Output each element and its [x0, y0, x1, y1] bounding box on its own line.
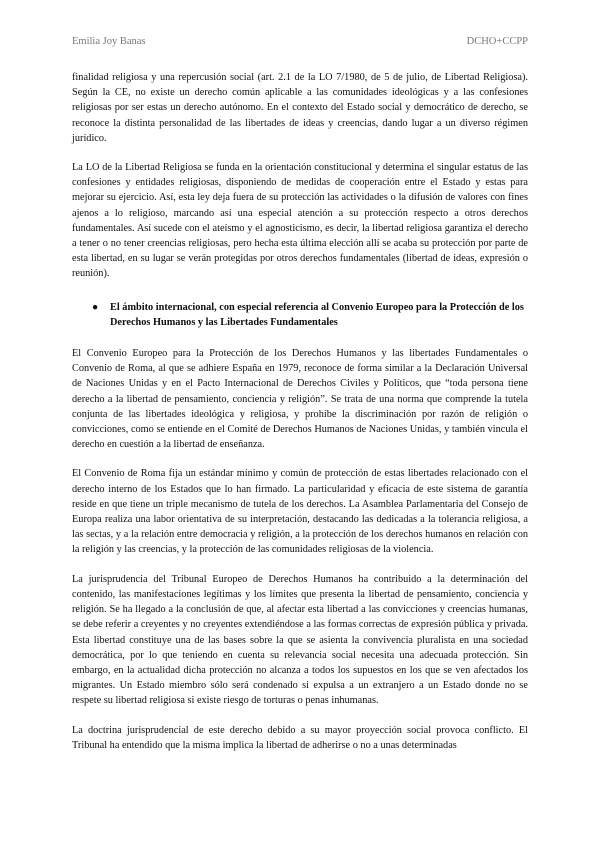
paragraph: finalidad religiosa y una repercusión social (art. 2.1 de la LO 7/1980, de 5 de julio, de Libertad Religiosa). Según la CE, no existe un derecho común aplicable a las comunidades ideológicas y a las confesiones religiosas por ser estas un derecho autónomo. En el contexto del Estado social y democrático de derecho, se reconoce la distinta personalidad de las libertades de ideas y creencias, dando lugar a un diverso régimen jurídico. — [72, 72, 528, 144]
section-heading-text: El ámbito internacional, con especial referencia al Convenio Europeo para la Protección de los Derechos Humanos y las Libertades Fundamentales — [110, 301, 524, 328]
bullet-icon: ● — [92, 301, 99, 313]
author-name: Emilia Joy Banas — [72, 36, 146, 47]
paragraph: La jurisprudencia del Tribunal Europeo de Derechos Humanos ha contribuido a la determinación del contenido, las manifestaciones legítimas y los límites que presenta la libertad de pensamiento, conciencia y religión. Se ha llegado a la conclusión de que, al afectar esta libertad a las convicciones y creencias humanas, se debe referir a creyentes y no creyentes extendiéndose a las formas correctas de expresión pública y privada. Esta libertad constituye una de las bases sobre la que se asienta la convivencia pluralista en una sociedad democrática, por lo que teniendo en cuenta su relevancia social necesita una adecuada protección. Sin embargo, en la actualidad dicha protección no alcanza a todos los supuestos en los que se ven afectados los migrantes. Un Estado miembro sólo será condenado si expulsa a un extranjero a un Estado donde no se respete su libertad religiosa si existe riesgo de torturas o penas inhumanas. — [72, 573, 528, 707]
paragraph: La LO de la Libertad Religiosa se funda en la orientación constitucional y determina el singular estatus de las confesiones y entidades religiosas, disponiendo de medidas de cooperación entre el Estado y estas para mejorar su ejercicio. Así, esta ley deja fuera de su protección las actividades o la difusión de valores con fines ajenos a lo religioso, marcando así una especial atención a su protección respecto a otros derechos fundamentales. Así sucede con el ateísmo y el agnosticismo, es decir, la libertad religiosa garantiza el derecho a tener o no tener creencias religiosas, pero hecha esta última elección allí se acaba su protección por parte de esta libertad, en su lugar se verán protegidas por otros derechos fundamentales (libertad de ideas, expresión o reunión). — [72, 162, 528, 280]
page-header — [72, 36, 528, 47]
section-heading — [72, 300, 528, 330]
course-code: DCHO+CCPP — [466, 36, 528, 47]
paragraph: El Convenio de Roma fija un estándar mínimo y común de protección de estas libertades relacionado con el derecho interno de los Estados que lo han firmado. La particularidad y eficacia de este sistema de garantía reside en que tiene un triple mecanismo de tutela de los derechos. La Asamblea Parlamentaria del Consejo de Europa realiza una labor orientativa de su interpretación, destacando las dedicadas a la tolerancia religiosa, a las sectas, y a la relación entre democracia y religión, a la protección de los derechos humanos en relación con la religión y las creencias, y la protección de las comunidades religiosas de la violencia. — [72, 468, 528, 556]
paragraph: El Convenio Europeo para la Protección de los Derechos Humanos y las libertades Fundamentales o Convenio de Roma, al que se adhiere España en 1979, reconoce de forma similar a la Declaración Universal de Naciones Unidas y en el Pacto Internacional de Derechos Civiles y Políticos, que “toda persona tiene derecho a la libertad de pensamiento, conciencia y religión”. Se trata de una norma que comprende la tutela conjunta de las libertades ideológica y religiosa, y prohíbe la discriminación por razón de religión o convicciones, como se entiende en el Comité de Derechos Humanos de Naciones Unidas, y también vincula el derecho en cuestión a la libertad de enseñanza. — [72, 348, 528, 451]
document-body — [72, 70, 528, 767]
paragraph: La doctrina jurisprudencial de este derecho debido a su mayor proyección social provoca conflicto. El Tribunal ha entendido que la misma implica la libertad de adherirse o no a unas determinadas — [72, 724, 528, 751]
